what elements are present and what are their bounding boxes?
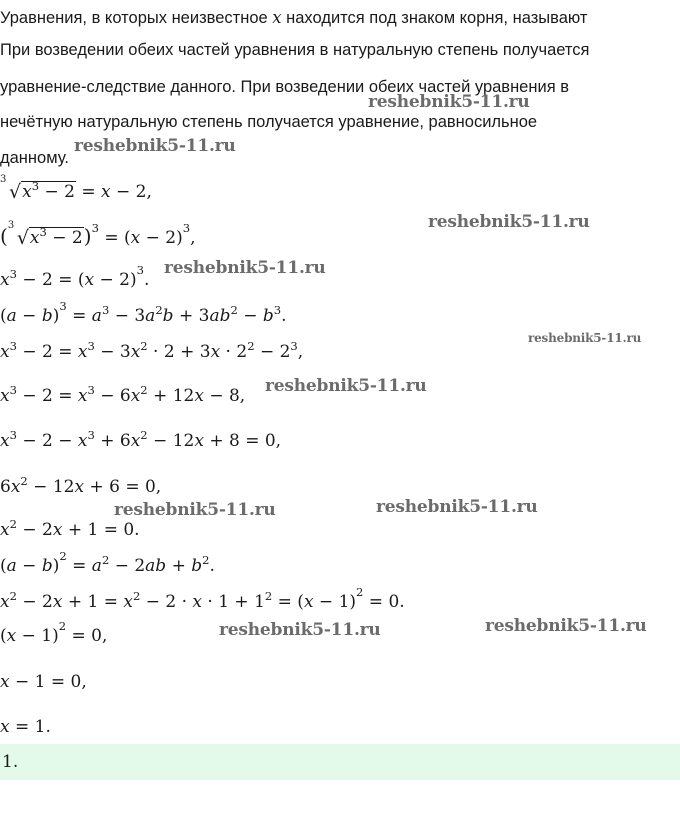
- math-line-11: $x^2 - 2x + 1 = x^2 - 2 \cdot x \cdot 1 + 1^2 = (x - 1)^2 = 0$.: [0, 585, 405, 612]
- answer-box: [0, 744, 680, 780]
- watermark: reshebnik5-11.ru: [368, 92, 530, 112]
- watermark: reshebnik5-11.ru: [74, 136, 236, 156]
- intro-line-1: Уравнения, в которых неизвестное x находится под знаком корня, называют: [0, 8, 588, 27]
- math-line-4: $(a - b)^3 = a^3 - 3a^2b + 3ab^2 - b^3$.: [0, 299, 287, 326]
- math-line-8: $6x^2 - 12x + 6 = 0$,: [0, 474, 162, 497]
- intro-line-5: данному.: [0, 149, 69, 167]
- math-line-6: $x^3 - 2 = x^3 - 6x^2 + 12x - 8$,: [0, 383, 246, 406]
- watermark: reshebnik5-11.ru: [219, 620, 381, 640]
- watermark: reshebnik5-11.ru: [428, 212, 590, 232]
- math-line-13: x − 1 = 0,: [0, 672, 87, 692]
- intro-line-3: уравнение-следствие данного. При возведении обеих частей уравнения в: [0, 78, 569, 96]
- math-line-12: $(x - 1)^2 = 0$,: [0, 619, 108, 646]
- math-line-2: ( 3 $√x^3 - 2)^3 = (x - 2)^3$,: [0, 220, 196, 249]
- answer-value: 1.: [2, 752, 19, 772]
- intro-line-4: нечётную натуральную степень получается уравнение, равносильное: [0, 113, 538, 131]
- math-line-5: $x^3 - 2 = x^3 - 3x^2 \cdot 2 + 3x \cdot 2^2 - 2^3$,: [0, 339, 304, 362]
- math-line-14: x = 1.: [0, 717, 51, 737]
- intro-line-2: При возведении обеих частей уравнения в натуральную степень получается: [0, 41, 590, 59]
- watermark: reshebnik5-11.ru: [114, 500, 276, 520]
- math-line-7: $x^3 - 2 - x^3 + 6x^2 - 12x + 8 = 0$,: [0, 428, 282, 451]
- watermark: reshebnik5-11.ru: [164, 258, 326, 278]
- math-line-9: $x^2 - 2x + 1 = 0$.: [0, 517, 140, 540]
- math-line-3: $x^3 - 2 = (x - 2)^3$.: [0, 263, 150, 290]
- watermark: reshebnik5-11.ru: [528, 331, 642, 345]
- watermark: reshebnik5-11.ru: [265, 376, 427, 396]
- watermark: reshebnik5-11.ru: [376, 497, 538, 517]
- math-line-1: 3 $√x^3 - 2 = x - 2$,: [0, 174, 152, 203]
- watermark: reshebnik5-11.ru: [485, 616, 647, 636]
- math-line-10: $(a - b)^2 = a^2 - 2ab + b^2$.: [0, 549, 215, 576]
